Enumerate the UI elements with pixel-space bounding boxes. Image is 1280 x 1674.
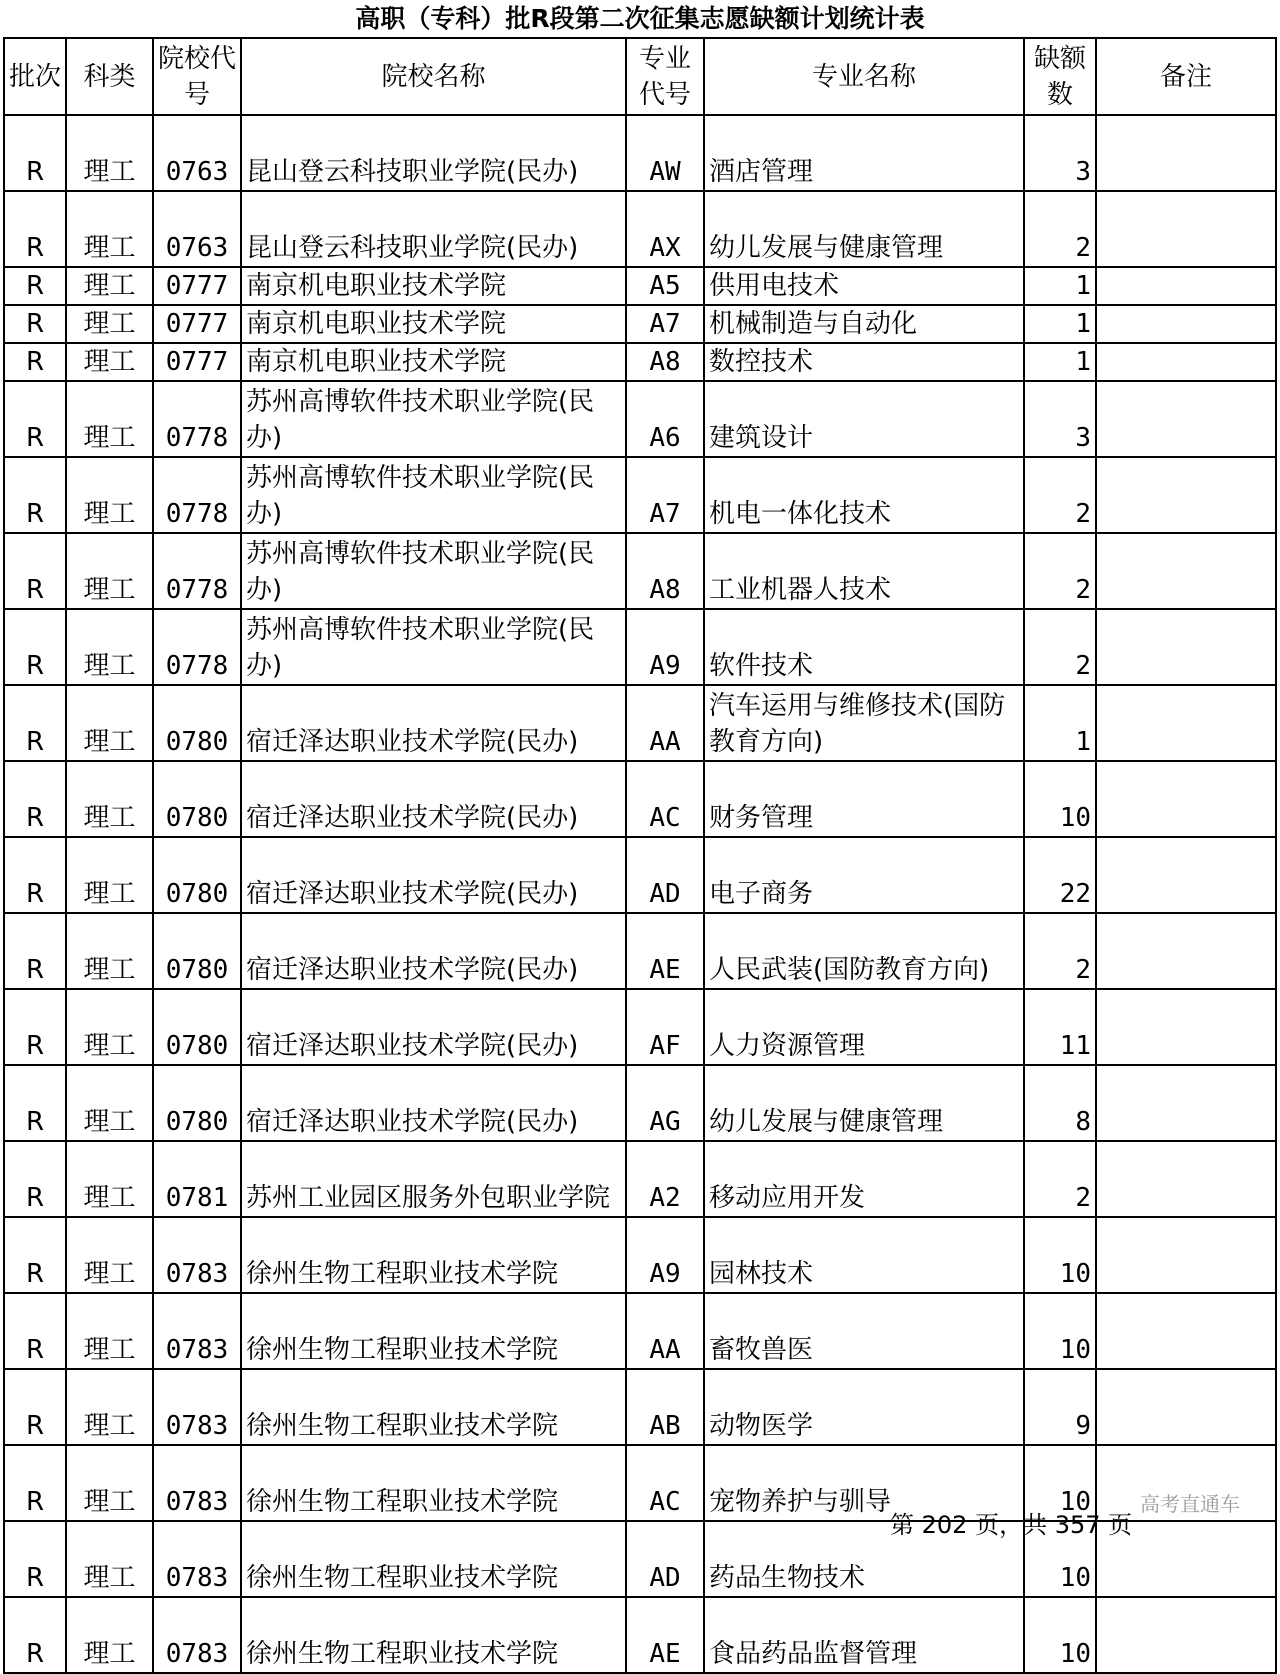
header-note: 备注: [1096, 38, 1276, 115]
table-row: [4, 761, 1276, 837]
cell-major-code: AA: [626, 685, 704, 761]
cell-category: 理工: [66, 1445, 153, 1521]
cell-batch: R: [4, 1141, 66, 1217]
cell-batch: R: [4, 191, 66, 267]
cell-school-code: 0778: [153, 381, 241, 457]
cell-category: 理工: [66, 1141, 153, 1217]
cell-school-name: 南京机电职业技术学院: [241, 343, 626, 381]
cell-major-code: A9: [626, 1217, 704, 1293]
cell-category: 理工: [66, 191, 153, 267]
table-row: [4, 989, 1276, 1065]
cell-school-code: 0763: [153, 191, 241, 267]
cell-batch: R: [4, 685, 66, 761]
table-row: [4, 1293, 1276, 1369]
cell-category: 理工: [66, 1597, 153, 1673]
cell-major-code: AB: [626, 1369, 704, 1445]
table-row: [4, 1369, 1276, 1445]
cell-school-code: 0777: [153, 343, 241, 381]
cell-batch: R: [4, 1065, 66, 1141]
cell-school-name: 徐州生物工程职业技术学院: [241, 1597, 626, 1673]
header-batch: 批次: [4, 38, 66, 115]
cell-major-name: 宠物养护与驯导: [704, 1445, 1024, 1521]
cell-major-name: 移动应用开发: [704, 1141, 1024, 1217]
cell-vacancy: 2: [1024, 191, 1096, 267]
table-row: [4, 381, 1276, 457]
table-header-row: [4, 38, 1276, 115]
cell-batch: R: [4, 761, 66, 837]
table-row: [4, 267, 1276, 305]
cell-school-code: 0780: [153, 913, 241, 989]
header-vacancy: 缺额数: [1024, 38, 1096, 115]
cell-note: [1096, 685, 1276, 761]
cell-major-name: 畜牧兽医: [704, 1293, 1024, 1369]
cell-major-code: A9: [626, 609, 704, 685]
cell-category: 理工: [66, 989, 153, 1065]
cell-vacancy: 2: [1024, 913, 1096, 989]
cell-category: 理工: [66, 305, 153, 343]
vacancy-table: [3, 37, 1277, 1674]
cell-school-name: 南京机电职业技术学院: [241, 305, 626, 343]
cell-note: [1096, 457, 1276, 533]
cell-school-name: 昆山登云科技职业学院(民办): [241, 115, 626, 191]
cell-batch: R: [4, 609, 66, 685]
header-major-code: 专业代号: [626, 38, 704, 115]
cell-school-code: 0780: [153, 989, 241, 1065]
cell-school-name: 宿迁泽达职业技术学院(民办): [241, 1065, 626, 1141]
cell-note: [1096, 1217, 1276, 1293]
cell-school-code: 0777: [153, 267, 241, 305]
cell-major-name: 汽车运用与维修技术(国防教育方向): [704, 685, 1024, 761]
cell-note: [1096, 191, 1276, 267]
cell-note: [1096, 1065, 1276, 1141]
table-row: [4, 1597, 1276, 1673]
cell-vacancy: 2: [1024, 609, 1096, 685]
cell-category: 理工: [66, 1369, 153, 1445]
cell-major-name: 动物医学: [704, 1369, 1024, 1445]
cell-school-name: 宿迁泽达职业技术学院(民办): [241, 685, 626, 761]
table-row: [4, 1217, 1276, 1293]
cell-vacancy: 11: [1024, 989, 1096, 1065]
cell-major-code: AD: [626, 837, 704, 913]
header-major-name: 专业名称: [704, 38, 1024, 115]
cell-major-code: AE: [626, 1597, 704, 1673]
cell-batch: R: [4, 533, 66, 609]
table-row: [4, 115, 1276, 191]
cell-category: 理工: [66, 609, 153, 685]
cell-major-name: 供用电技术: [704, 267, 1024, 305]
cell-major-name: 机电一体化技术: [704, 457, 1024, 533]
cell-vacancy: 1: [1024, 685, 1096, 761]
cell-vacancy: 9: [1024, 1369, 1096, 1445]
cell-school-code: 0780: [153, 761, 241, 837]
cell-note: [1096, 989, 1276, 1065]
cell-category: 理工: [66, 1217, 153, 1293]
cell-category: 理工: [66, 837, 153, 913]
cell-major-name: 软件技术: [704, 609, 1024, 685]
table-row: [4, 837, 1276, 913]
cell-major-code: AC: [626, 761, 704, 837]
cell-note: [1096, 267, 1276, 305]
cell-batch: R: [4, 1597, 66, 1673]
cell-vacancy: 2: [1024, 1141, 1096, 1217]
cell-major-code: AX: [626, 191, 704, 267]
header-school-name: 院校名称: [241, 38, 626, 115]
cell-major-name: 药品生物技术: [704, 1521, 1024, 1597]
cell-vacancy: 3: [1024, 115, 1096, 191]
cell-major-code: AW: [626, 115, 704, 191]
cell-school-name: 昆山登云科技职业学院(民办): [241, 191, 626, 267]
cell-school-code: 0783: [153, 1521, 241, 1597]
cell-school-code: 0783: [153, 1293, 241, 1369]
cell-major-name: 机械制造与自动化: [704, 305, 1024, 343]
table-row: [4, 913, 1276, 989]
cell-vacancy: 1: [1024, 305, 1096, 343]
cell-note: [1096, 343, 1276, 381]
cell-major-name: 食品药品监督管理: [704, 1597, 1024, 1673]
cell-major-name: 幼儿发展与健康管理: [704, 1065, 1024, 1141]
cell-school-code: 0780: [153, 685, 241, 761]
cell-major-name: 人民武装(国防教育方向): [704, 913, 1024, 989]
cell-major-code: A7: [626, 305, 704, 343]
cell-major-code: AC: [626, 1445, 704, 1521]
cell-school-code: 0763: [153, 115, 241, 191]
cell-school-name: 徐州生物工程职业技术学院: [241, 1445, 626, 1521]
cell-school-name: 苏州高博软件技术职业学院(民办): [241, 381, 626, 457]
cell-category: 理工: [66, 115, 153, 191]
header-category: 科类: [66, 38, 153, 115]
cell-vacancy: 1: [1024, 343, 1096, 381]
cell-school-name: 徐州生物工程职业技术学院: [241, 1369, 626, 1445]
cell-major-name: 工业机器人技术: [704, 533, 1024, 609]
cell-batch: R: [4, 267, 66, 305]
cell-note: [1096, 609, 1276, 685]
cell-major-name: 园林技术: [704, 1217, 1024, 1293]
cell-vacancy: 1: [1024, 267, 1096, 305]
cell-school-name: 徐州生物工程职业技术学院: [241, 1217, 626, 1293]
cell-major-code: A8: [626, 343, 704, 381]
cell-major-code: AF: [626, 989, 704, 1065]
cell-batch: R: [4, 115, 66, 191]
cell-major-code: A5: [626, 267, 704, 305]
cell-school-name: 宿迁泽达职业技术学院(民办): [241, 913, 626, 989]
table-row: [4, 685, 1276, 761]
cell-note: [1096, 533, 1276, 609]
table-row: [4, 457, 1276, 533]
cell-major-name: 电子商务: [704, 837, 1024, 913]
cell-batch: R: [4, 381, 66, 457]
cell-school-name: 苏州高博软件技术职业学院(民办): [241, 533, 626, 609]
cell-major-name: 人力资源管理: [704, 989, 1024, 1065]
cell-batch: R: [4, 1521, 66, 1597]
table-row: [4, 609, 1276, 685]
cell-category: 理工: [66, 267, 153, 305]
cell-school-name: 宿迁泽达职业技术学院(民办): [241, 837, 626, 913]
cell-school-name: 苏州高博软件技术职业学院(民办): [241, 457, 626, 533]
cell-school-code: 0778: [153, 609, 241, 685]
cell-major-code: A2: [626, 1141, 704, 1217]
table-body: [4, 115, 1276, 1673]
cell-major-name: 酒店管理: [704, 115, 1024, 191]
cell-note: [1096, 913, 1276, 989]
cell-batch: R: [4, 989, 66, 1065]
cell-school-code: 0783: [153, 1445, 241, 1521]
cell-category: 理工: [66, 1065, 153, 1141]
cell-category: 理工: [66, 1293, 153, 1369]
cell-batch: R: [4, 457, 66, 533]
cell-note: [1096, 1597, 1276, 1673]
cell-category: 理工: [66, 533, 153, 609]
cell-vacancy: 3: [1024, 381, 1096, 457]
cell-school-code: 0777: [153, 305, 241, 343]
cell-major-name: 幼儿发展与健康管理: [704, 191, 1024, 267]
cell-note: [1096, 1369, 1276, 1445]
cell-note: [1096, 1141, 1276, 1217]
header-school-code: 院校代号: [153, 38, 241, 115]
cell-batch: R: [4, 343, 66, 381]
watermark: 高考直通车: [1140, 1492, 1240, 1516]
table-row: [4, 305, 1276, 343]
table-row: [4, 191, 1276, 267]
cell-category: 理工: [66, 685, 153, 761]
cell-vacancy: 10: [1024, 1597, 1096, 1673]
cell-batch: R: [4, 913, 66, 989]
cell-major-code: AG: [626, 1065, 704, 1141]
cell-school-code: 0780: [153, 837, 241, 913]
cell-major-name: 数控技术: [704, 343, 1024, 381]
cell-major-code: AE: [626, 913, 704, 989]
cell-school-name: 南京机电职业技术学院: [241, 267, 626, 305]
cell-category: 理工: [66, 457, 153, 533]
cell-school-name: 苏州高博软件技术职业学院(民办): [241, 609, 626, 685]
cell-school-code: 0783: [153, 1597, 241, 1673]
cell-major-code: AD: [626, 1521, 704, 1597]
cell-school-code: 0783: [153, 1217, 241, 1293]
cell-school-name: 徐州生物工程职业技术学院: [241, 1293, 626, 1369]
cell-school-code: 0783: [153, 1369, 241, 1445]
cell-vacancy: 10: [1024, 761, 1096, 837]
cell-note: [1096, 1293, 1276, 1369]
cell-school-code: 0780: [153, 1065, 241, 1141]
cell-note: [1096, 305, 1276, 343]
cell-category: 理工: [66, 381, 153, 457]
cell-category: 理工: [66, 343, 153, 381]
cell-batch: R: [4, 305, 66, 343]
cell-note: [1096, 761, 1276, 837]
cell-batch: R: [4, 837, 66, 913]
cell-note: [1096, 115, 1276, 191]
cell-note: [1096, 837, 1276, 913]
table-row: [4, 1141, 1276, 1217]
cell-major-code: A6: [626, 381, 704, 457]
cell-vacancy: 10: [1024, 1445, 1096, 1521]
cell-category: 理工: [66, 761, 153, 837]
cell-school-code: 0778: [153, 533, 241, 609]
cell-category: 理工: [66, 913, 153, 989]
cell-major-name: 建筑设计: [704, 381, 1024, 457]
cell-major-code: A7: [626, 457, 704, 533]
table-row: [4, 1065, 1276, 1141]
cell-vacancy: 10: [1024, 1293, 1096, 1369]
cell-batch: R: [4, 1293, 66, 1369]
cell-school-name: 宿迁泽达职业技术学院(民办): [241, 761, 626, 837]
cell-batch: R: [4, 1217, 66, 1293]
cell-category: 理工: [66, 1521, 153, 1597]
cell-batch: R: [4, 1369, 66, 1445]
cell-major-code: A8: [626, 533, 704, 609]
cell-school-name: 苏州工业园区服务外包职业学院: [241, 1141, 626, 1217]
cell-vacancy: 10: [1024, 1217, 1096, 1293]
table-row: [4, 533, 1276, 609]
cell-school-code: 0781: [153, 1141, 241, 1217]
cell-major-name: 财务管理: [704, 761, 1024, 837]
cell-vacancy: 8: [1024, 1065, 1096, 1141]
page-number: 第 202 页，共 357 页: [890, 1511, 1133, 1539]
cell-vacancy: 22: [1024, 837, 1096, 913]
page-title: 高职（专科）批R段第二次征集志愿缺额计划统计表: [355, 4, 925, 33]
cell-major-code: AA: [626, 1293, 704, 1369]
cell-batch: R: [4, 1445, 66, 1521]
cell-note: [1096, 381, 1276, 457]
cell-vacancy: 10: [1024, 1521, 1096, 1597]
cell-school-name: 徐州生物工程职业技术学院: [241, 1521, 626, 1597]
cell-vacancy: 2: [1024, 457, 1096, 533]
table-row: [4, 343, 1276, 381]
cell-school-name: 宿迁泽达职业技术学院(民办): [241, 989, 626, 1065]
cell-vacancy: 2: [1024, 533, 1096, 609]
cell-school-code: 0778: [153, 457, 241, 533]
